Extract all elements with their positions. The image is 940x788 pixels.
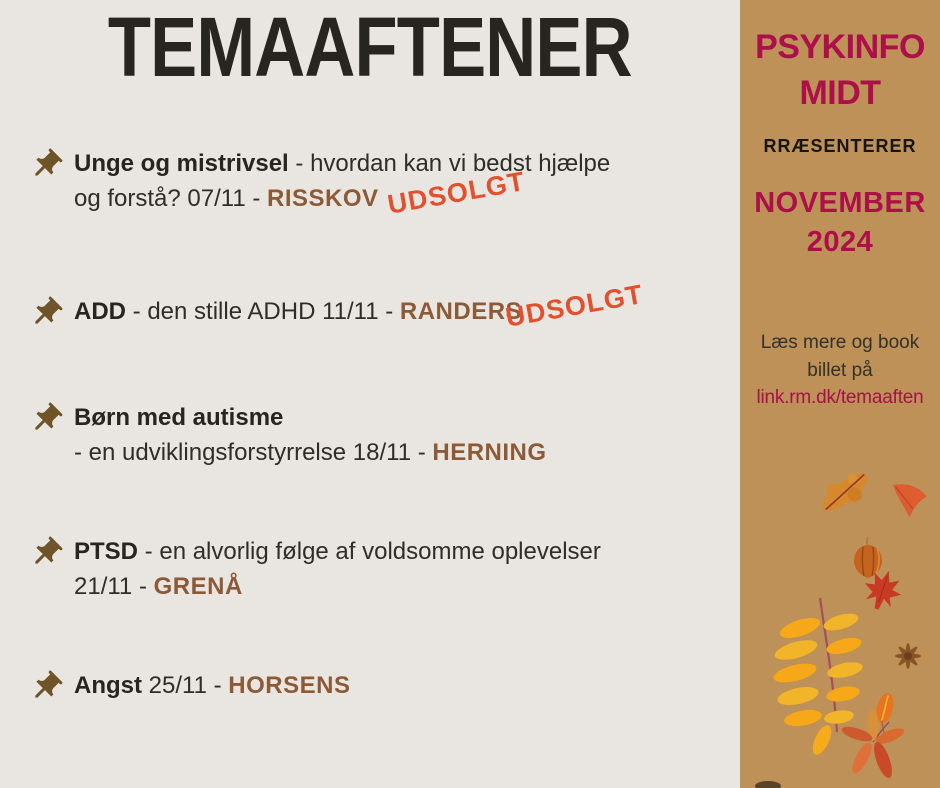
event-text — [74, 294, 522, 336]
event-description: - en alvorlig følge af voldsomme oplevelser — [138, 538, 601, 565]
dark-leaf-fragment-icon — [755, 781, 781, 788]
star-anise-icon — [895, 643, 921, 669]
soldout-badge: UDSOLGT — [385, 166, 528, 220]
month-line-2: 2024 — [806, 226, 874, 258]
event-item-ptsd — [28, 534, 718, 604]
event-text — [74, 400, 547, 470]
presents-label: RRÆSENTERER — [763, 136, 917, 156]
event-item-boern-med-autisme — [28, 400, 718, 470]
event-description: - en udviklingsforstyrrelse 18/11 - — [74, 439, 433, 466]
event-title: ADD — [74, 298, 126, 325]
event-line — [74, 569, 601, 604]
soldout-badge: UDSOLGT — [503, 279, 646, 333]
pushpin-icon — [28, 146, 74, 216]
cta-text — [740, 329, 940, 385]
pushpin-icon — [28, 534, 74, 604]
event-text — [74, 668, 350, 710]
physalis-icon — [854, 537, 882, 578]
event-location: RISSKOV — [267, 185, 379, 212]
event-line — [74, 435, 547, 470]
cta-line-1: Læs mere og book — [760, 332, 920, 353]
pushpin-icon — [28, 294, 74, 336]
event-line — [74, 146, 610, 181]
brand-line-1: PSYKINFO — [755, 28, 925, 66]
month-title — [740, 184, 940, 262]
event-line — [74, 400, 547, 435]
cta-line-2: billet på — [807, 360, 873, 381]
event-line — [74, 534, 601, 569]
event-location: RANDERS — [399, 298, 523, 325]
event-description: - den stille ADHD 11/11 - — [126, 298, 400, 325]
event-location: GRENÅ — [153, 573, 243, 600]
event-date: 25/11 - — [142, 672, 229, 699]
event-title: Børn med autisme — [74, 404, 284, 431]
autumn-leaves-decoration — [740, 440, 940, 788]
title-wrap — [0, 2, 740, 93]
event-date: og forstå? 07/11 - — [74, 185, 268, 212]
event-title: PTSD — [74, 538, 139, 565]
event-line — [74, 181, 610, 216]
event-location: HORSENS — [228, 672, 351, 699]
brand-name — [740, 24, 940, 116]
event-location: HERNING — [432, 439, 547, 466]
event-title: Unge og mistrivsel — [74, 150, 289, 177]
event-text — [74, 146, 610, 216]
oak-leaf-icon — [814, 464, 875, 521]
brand-line-2: MIDT — [799, 74, 881, 112]
pushpin-icon — [28, 668, 74, 710]
pushpin-icon — [28, 400, 74, 470]
event-item-unge-og-mistrivsel — [28, 146, 718, 216]
page-title: TEMAAFTENER — [108, 0, 632, 94]
month-line-1: NOVEMBER — [754, 187, 926, 219]
event-date: 21/11 - — [74, 573, 154, 600]
event-title: Angst — [74, 672, 142, 699]
event-description: - hvordan kan vi bedst hjælpe — [288, 150, 611, 177]
event-text — [74, 534, 601, 604]
event-item-angst — [28, 668, 718, 710]
event-line — [74, 294, 522, 329]
red-leaf-icon — [889, 483, 928, 520]
booking-link: link.rm.dk/temaaften — [756, 387, 924, 408]
event-line — [74, 668, 350, 703]
